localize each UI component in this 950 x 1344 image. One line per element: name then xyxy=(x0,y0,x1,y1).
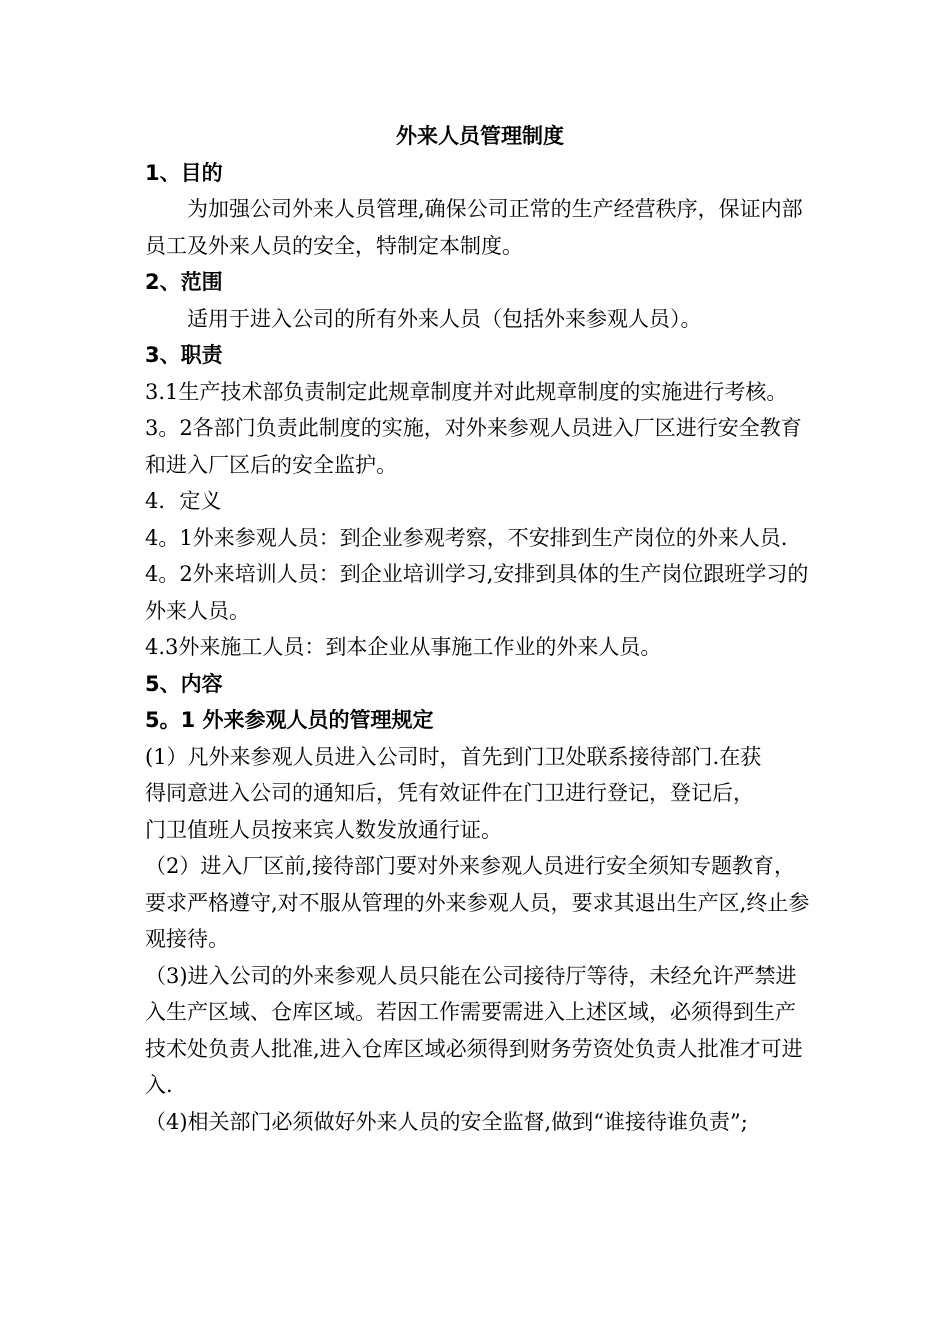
item-1-line-2: 得同意进入公司的通知后，凭有效证件在门卫进行登记，登记后， xyxy=(145,781,754,805)
section-4-heading: 4．定义 xyxy=(145,489,222,513)
section-3-2: 3。2各部门负责此制度的实施，对外来参观人员进入厂区进行安全教育和进入厂区后的安全监护。 xyxy=(145,416,802,477)
section-4-2: 4。2外来培训人员：到企业培训学习,安排到具体的生产岗位跟班学习的外来人员。 xyxy=(145,562,809,623)
item-1-line-1: (1）凡外来参观人员进入公司时，首先到门卫处联系接待部门.在获 xyxy=(145,744,762,769)
item-1-line-3: 门卫值班人员按来宾人数发放通行证。 xyxy=(145,817,502,842)
document-body xyxy=(145,118,815,1140)
item-4: （4)相关部门必须做好外来人员的安全监督,做到“谁接待谁负责”; xyxy=(145,1109,748,1134)
item-3: （3)进入公司的外来参观人员只能在公司接待厅等待，未经允许严禁进入生产区域、仓库区域。若因工作需要需进入上述区域，必须得到生产技术处负责人批准,进入仓库区域必须得到财务劳资处负责人批准才可进入. xyxy=(145,963,803,1097)
section-1-text: 为加强公司外来人员管理,确保公司正常的生产经营秩序，保证内部员工及外来人员的安全，特制定本制度。 xyxy=(145,197,803,258)
section-3-1: 3.1生产技术部负责制定此规章制度并对此规章制度的实施进行考核。 xyxy=(145,379,788,404)
section-1-heading: 1、目的 xyxy=(145,160,223,185)
section-4-3: 4.3外来施工人员：到本企业从事施工作业的外来人员。 xyxy=(145,635,662,659)
document-title: 外来人员管理制度 xyxy=(396,124,564,148)
section-2-text: 适用于进入公司的所有外来人员（包括外来参观人员）。 xyxy=(187,306,702,331)
section-2-heading: 2、范围 xyxy=(145,270,223,294)
item-2: （2）进入厂区前,接待部门要对外来参观人员进行安全须知专题教育，要求严格遵守,对不服从管理的外来参观人员，要求其退出生产区,终止参观接待。 xyxy=(145,854,810,951)
section-4-1: 4。1外来参观人员：到企业参观考察，不安排到生产岗位的外来人员. xyxy=(145,525,788,550)
section-5-1-heading: 5。1 外来参观人员的管理规定 xyxy=(145,708,434,732)
section-5-heading: 5、内容 xyxy=(145,671,223,696)
section-3-heading: 3、职责 xyxy=(145,343,223,367)
